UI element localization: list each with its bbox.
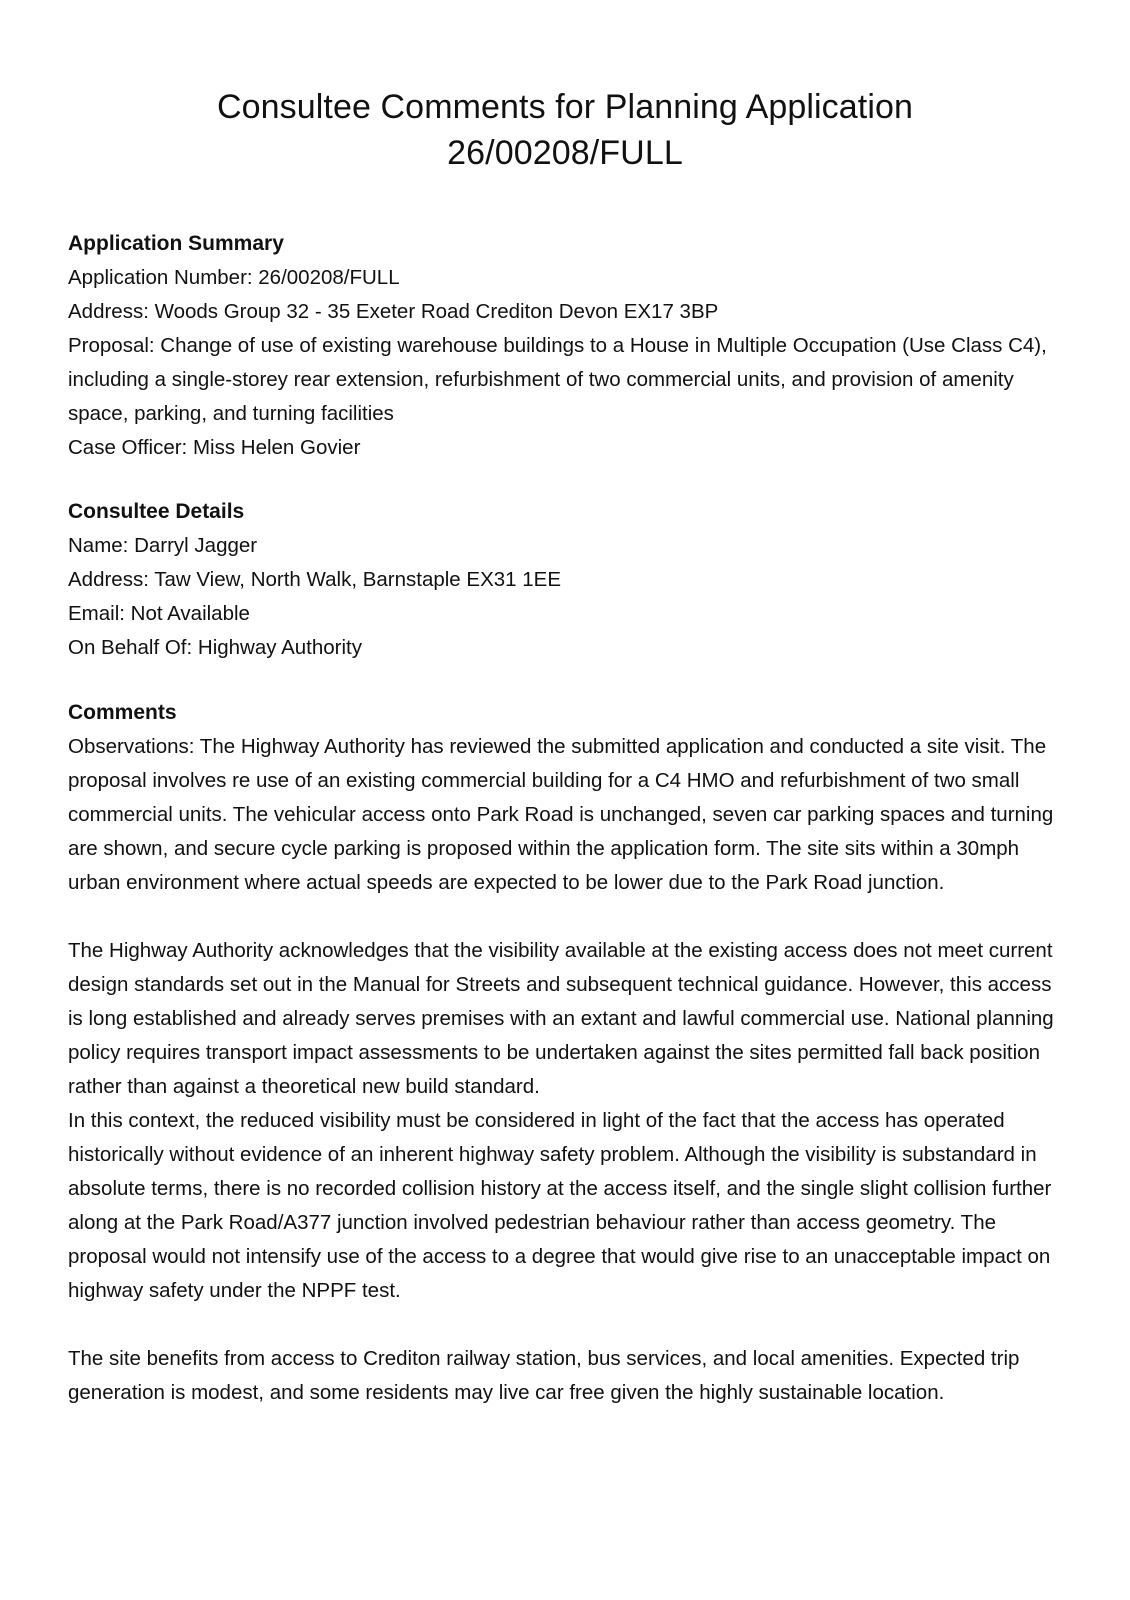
comments-section [68,696,1068,1410]
page-title-line-2: 26/00208/FULL [447,134,683,172]
consultee-email: Email: Not Available [68,602,250,625]
application-summary-section [68,227,1068,465]
page-title-line-1: Consultee Comments for Planning Application [216,88,914,126]
case-officer: Case Officer: Miss Helen Govier [68,436,361,459]
consultee-on-behalf-of: On Behalf Of: Highway Authority [68,636,362,659]
paragraph-spacer [68,1308,1068,1342]
application-summary-heading: Application Summary [68,232,284,255]
paragraph-spacer [68,900,1068,934]
consultee-name: Name: Darryl Jagger [68,534,258,557]
comments-heading: Comments [68,701,177,724]
comment-paragraph-4: The site benefits from access to Crediton railway station, bus services, and local amenities. Expected trip generation is modest, and some residents may live car free given the highly sustainable location. [68,1347,1020,1404]
proposal-text: Proposal: Change of use of existing warehouse buildings to a House in Multiple Occupation (Use Class C4), including a single-storey rear extension, refurbishment of two commercial units, and provision of amenity space, parking, and turning facilities [68,334,1047,425]
consultee-address: Address: Taw View, North Walk, Barnstaple EX31 1EE [68,568,562,591]
consultee-details-heading: Consultee Details [68,500,245,523]
comment-paragraph-2: The Highway Authority acknowledges that the visibility available at the existing access does not meet current design standards set out in the Manual for Streets and subsequent technical guidance. However, this access is long established and already serves premises with an extant and lawful commercial use. National planning policy requires transport impact assessments to be undertaken against the sites permitted fall back position rather than against a theoretical new build standard. [68,939,1054,1098]
page-title [0,84,1130,176]
application-number: Application Number: 26/00208/FULL [68,266,400,289]
comment-paragraph-3: In this context, the reduced visibility must be considered in light of the fact that the access has operated historically without evidence of an inherent highway safety problem. Although the visibility is substandard in absolute terms, there is no recorded collision history at the access itself, and the single slight collision further along at the Park Road/A377 junction involved pedestrian behaviour rather than access geometry. The proposal would not intensify use of the access to a degree that would give rise to an unacceptable impact on highway safety under the NPPF test. [68,1109,1052,1302]
site-address: Address: Woods Group 32 - 35 Exeter Road Crediton Devon EX17 3BP [68,300,719,323]
consultee-details-section [68,495,1068,665]
comment-paragraph-1: Observations: The Highway Authority has reviewed the submitted application and conducted a site visit. The proposal involves re use of an existing commercial building for a C4 HMO and refurbishment of two small commercial units. The vehicular access onto Park Road is unchanged, seven car parking spaces and turning are shown, and secure cycle parking is proposed within the application form. The site sits within a 30mph urban environment where actual speeds are expected to be lower due to the Park Road junction. [68,735,1054,894]
